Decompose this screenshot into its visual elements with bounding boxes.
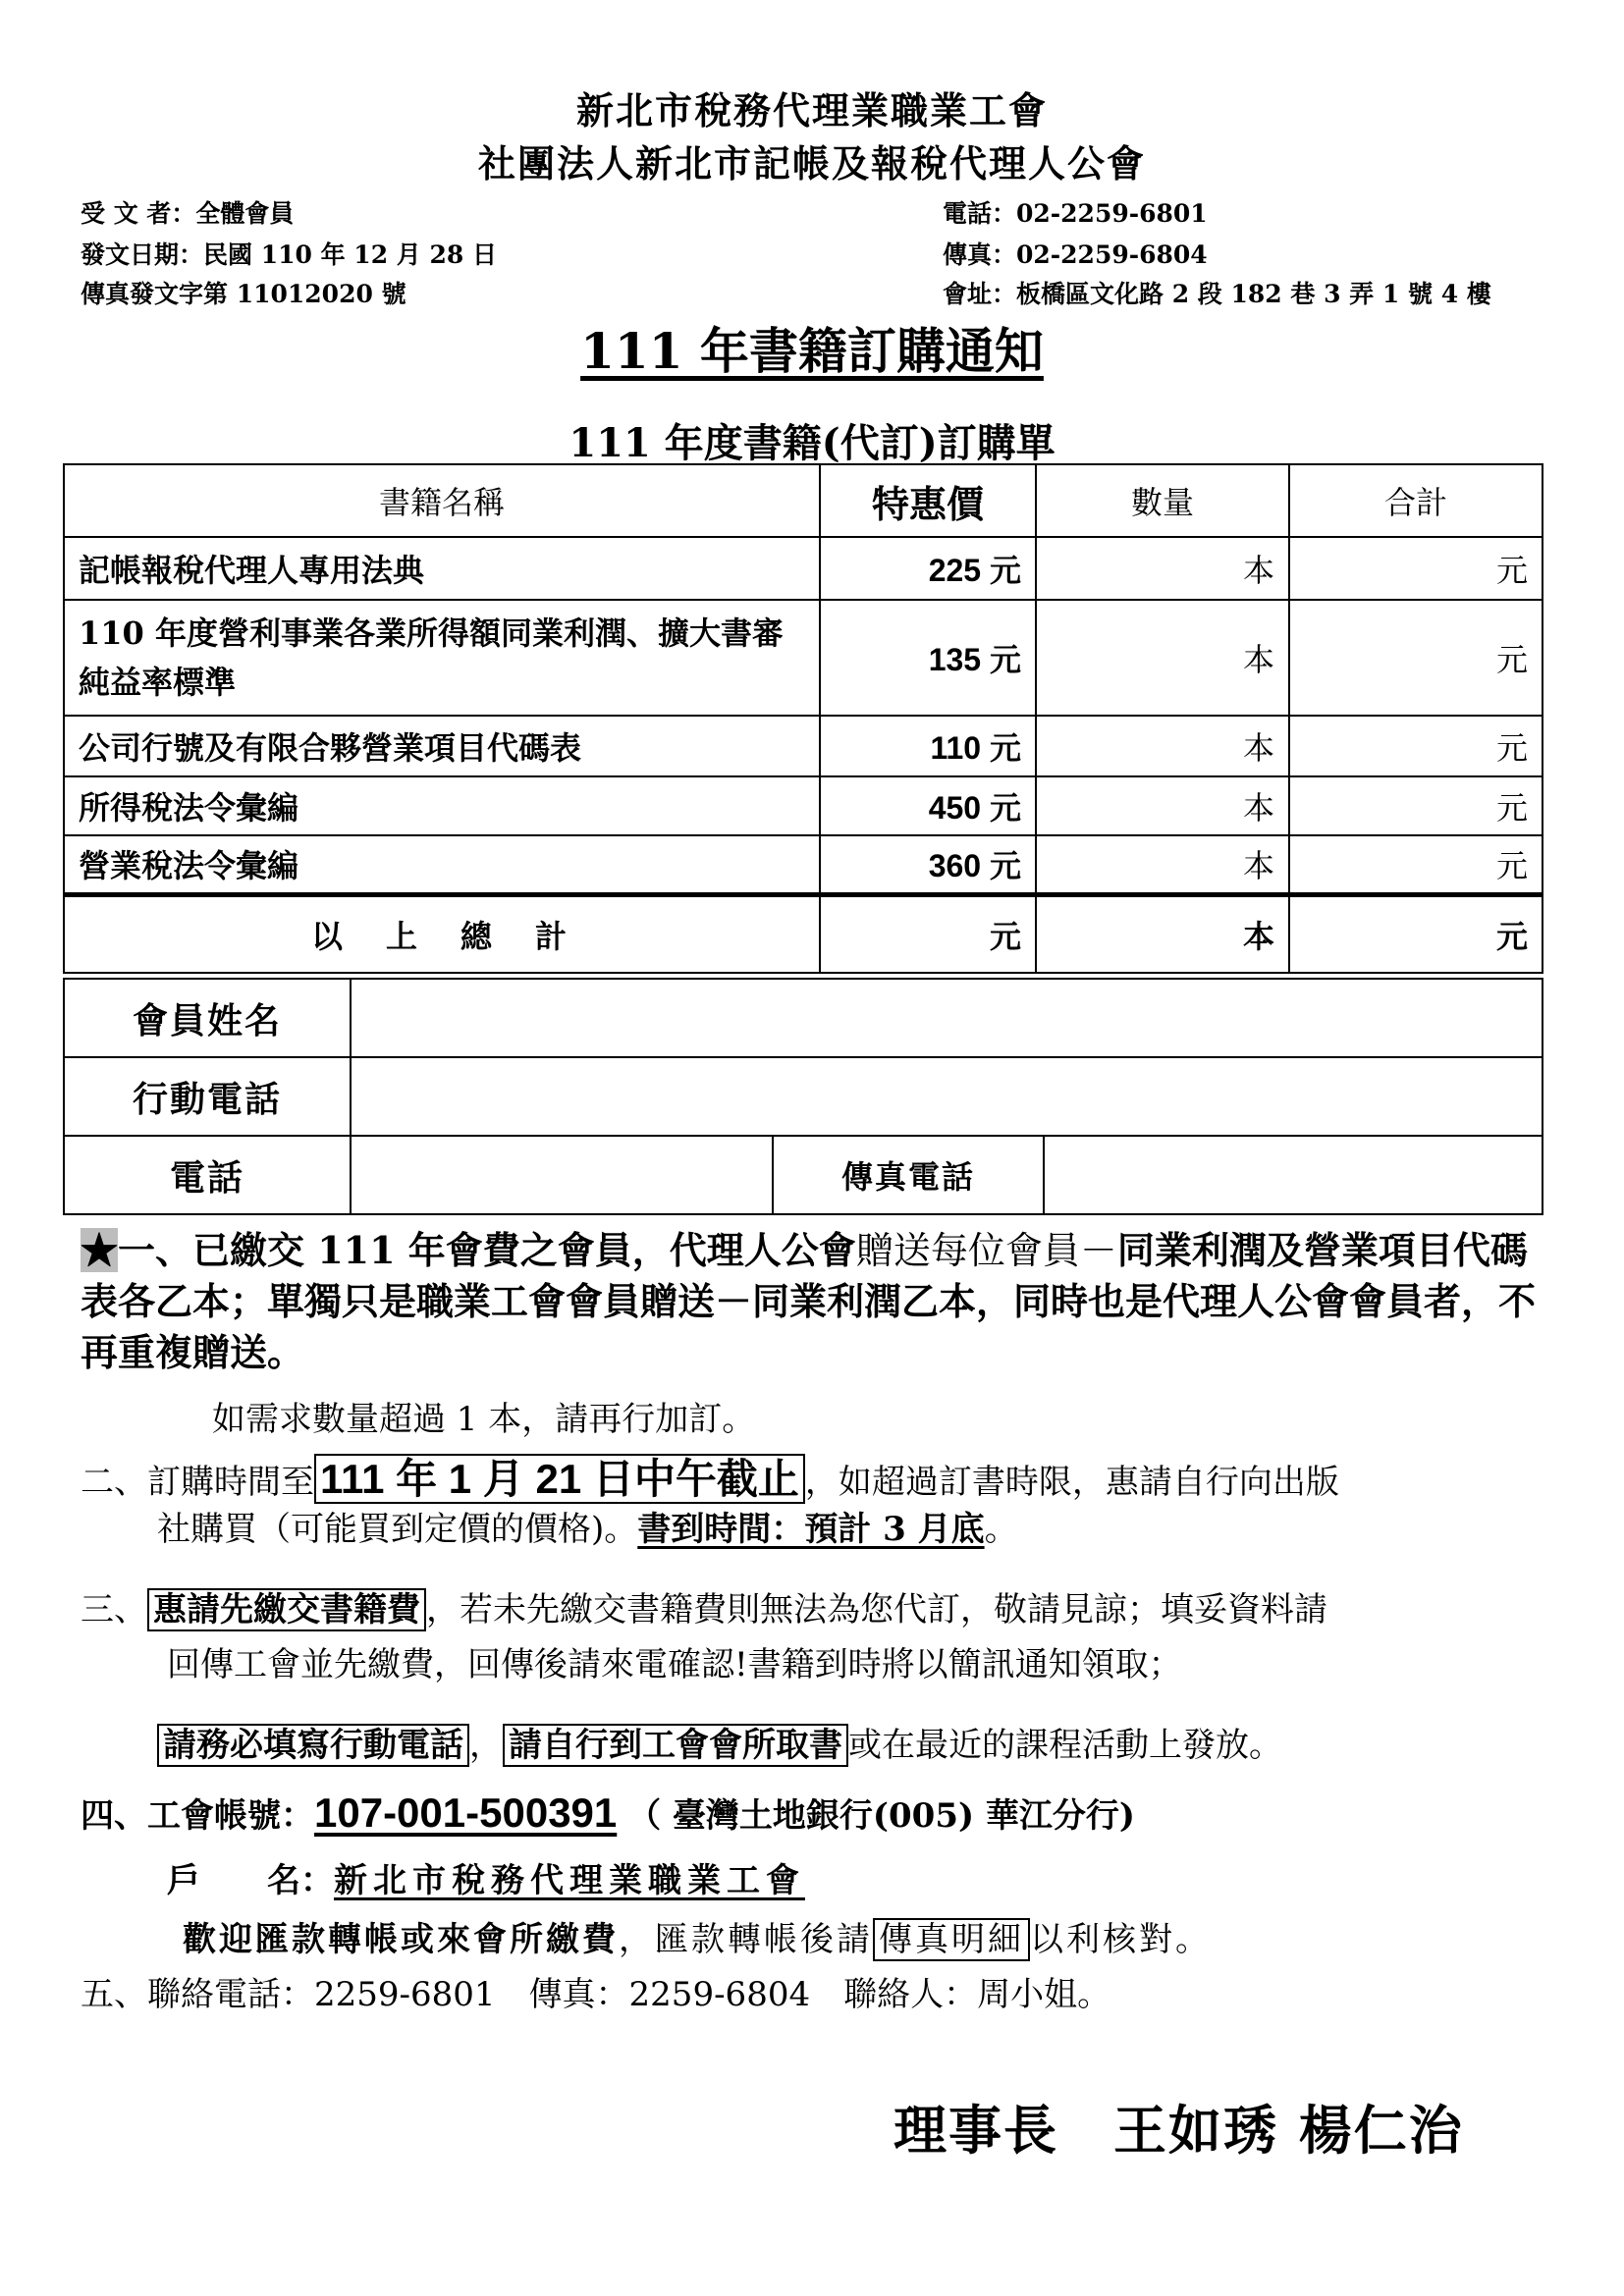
org-name-line2: 社團法人新北市記帳及報稅代理人公會 xyxy=(477,141,1146,186)
fax-details-box: 傳真明細 xyxy=(873,1918,1030,1961)
total-unit: 元 xyxy=(1495,729,1528,767)
star-icon: ★ xyxy=(81,1228,119,1272)
book-price: 225 xyxy=(928,553,982,588)
price-unit: 元 xyxy=(989,729,1021,767)
book-price: 110 xyxy=(930,730,982,766)
org-name-line1: 新北市稅務代理業職業工會 xyxy=(575,88,1048,133)
table-header-row xyxy=(64,464,1543,537)
header-total: 合計 xyxy=(1289,464,1543,537)
header-price: 特惠價 xyxy=(820,464,1036,537)
note-2-cont: 社購買（可能買到定價的價格)。 xyxy=(157,1510,638,1549)
book-price: 450 xyxy=(928,790,982,826)
grand-total-qty-unit: 本 xyxy=(1242,917,1274,955)
note-1-lead: 一、已繳交 111 年會費之會員，代理人公會 xyxy=(118,1228,856,1272)
header-book-name: 書籍名稱 xyxy=(64,464,820,537)
quantity-unit: 本 xyxy=(1242,552,1274,589)
note-4-lead: 四、工會帳號： xyxy=(81,1796,314,1836)
note-2-lead: 二、訂購時間至 xyxy=(81,1463,314,1502)
table-row xyxy=(64,537,1543,600)
price-unit: 元 xyxy=(989,847,1021,885)
note-4-account-name xyxy=(167,1853,805,1901)
table-row xyxy=(64,835,1543,894)
note-3-end: 或在最近的課程活動上發放。 xyxy=(848,1726,1282,1765)
recipient: 受 文 者：全體會員 xyxy=(81,199,295,228)
account-name-label: 戶 名： xyxy=(167,1861,334,1900)
quantity-cell[interactable] xyxy=(1036,835,1289,894)
book-name: 公司行號及有限合夥營業項目代碼表 xyxy=(64,716,820,776)
document-number: 傳真發文字第 11012020 號 xyxy=(81,280,406,308)
bank-account: 107-001-500391 xyxy=(314,1789,618,1836)
quantity-unit: 本 xyxy=(1242,847,1274,885)
total-unit: 元 xyxy=(1495,552,1528,589)
fax-field[interactable] xyxy=(1044,1136,1543,1214)
note-1 xyxy=(81,1225,1553,1378)
contact-fax: 傳真：02-2259-6804 xyxy=(943,240,1208,269)
table-row xyxy=(64,600,1543,716)
quantity-cell[interactable] xyxy=(1036,600,1289,716)
prepay-box: 惠請先繳交書籍費 xyxy=(147,1588,426,1631)
quantity-unit: 本 xyxy=(1242,789,1274,827)
note-3-comma: ， xyxy=(469,1726,503,1765)
quantity-cell[interactable] xyxy=(1036,776,1289,835)
phone-label: 電話 xyxy=(64,1136,351,1214)
book-name: 110 年度營利事業各業所得額同業利潤、擴大書審純益率標準 xyxy=(64,600,820,716)
note-4 xyxy=(81,1789,1135,1837)
contact-phone: 電話：02-2259-6801 xyxy=(943,199,1208,228)
form-title: 111 年度書籍(代訂)訂購單 xyxy=(568,420,1056,466)
quantity-cell[interactable] xyxy=(1036,537,1289,600)
fax-label: 傳真電話 xyxy=(773,1136,1044,1214)
price-unit: 元 xyxy=(989,641,1021,678)
note-2-line2 xyxy=(157,1502,1018,1550)
note-2-text: ，如超過訂書時限，惠請自行向出版 xyxy=(804,1463,1339,1502)
mobile-label: 行動電話 xyxy=(64,1057,351,1136)
arrival-time: 書到時間：預計 3 月底 xyxy=(637,1510,985,1549)
price-unit: 元 xyxy=(989,552,1021,589)
price-unit: 元 xyxy=(989,789,1021,827)
quantity-cell[interactable] xyxy=(1036,716,1289,776)
grand-total-row xyxy=(64,894,1543,973)
total-unit: 元 xyxy=(1495,847,1528,885)
total-unit: 元 xyxy=(1495,789,1528,827)
bank-name: （ 臺灣土地銀行(005) 華江分行) xyxy=(627,1796,1135,1836)
grand-total-qty-cell[interactable] xyxy=(1036,894,1289,973)
mobile-required-box: 請務必填寫行動電話 xyxy=(157,1724,469,1767)
mobile-field[interactable] xyxy=(351,1057,1543,1136)
note-3-line2: 回傳工會並先繳費，回傳後請來電確認!書籍到時將以簡訊通知領取； xyxy=(167,1645,1182,1684)
signature: 理事長 王如琇 楊仁治 xyxy=(893,2099,1464,2162)
phone-field[interactable] xyxy=(351,1136,773,1214)
page-title: 111 年書籍訂購通知 xyxy=(580,322,1044,380)
note-2-end: 。 xyxy=(984,1510,1018,1549)
total-unit: 元 xyxy=(1495,641,1528,678)
payment-welcome: 歡迎匯款轉帳或來會所繳費 xyxy=(183,1920,619,1959)
note-4-payment xyxy=(183,1912,1212,1960)
note-3-lead: 三、 xyxy=(81,1590,147,1629)
note-3 xyxy=(81,1582,1327,1630)
quantity-unit: 本 xyxy=(1242,729,1274,767)
note-2 xyxy=(81,1447,1339,1506)
note-1-detail: 同業利潤及營業項目代碼表各乙本；單獨只是職業工會會員贈送－同業利潤乙本，同時也是代理人公會會員者，不再重複贈送。 xyxy=(81,1228,1537,1374)
book-name: 所得稅法令彙編 xyxy=(64,776,820,835)
book-name: 記帳報稅代理人專用法典 xyxy=(64,537,820,600)
note-1-extra: 如需求數量超過 1 本，請再行加訂。 xyxy=(212,1400,756,1439)
member-info-table xyxy=(63,978,1543,1215)
payment-text: ，匯款轉帳後請 xyxy=(619,1920,873,1959)
address: 會址：板橋區文化路 2 段 182 巷 3 弄 1 號 4 樓 xyxy=(943,280,1491,308)
book-price: 135 xyxy=(928,642,982,677)
issue-date: 發文日期：民國 110 年 12 月 28 日 xyxy=(81,240,497,269)
note-3-text: ，若未先繳交書籍費則無法為您代訂，敬請見諒；填妥資料請 xyxy=(426,1590,1327,1629)
grand-total-sum-unit[interactable]: 元 xyxy=(1289,894,1543,973)
note-1-gift: 贈送每位會員－ xyxy=(855,1229,1117,1272)
account-name: 新北市稅務代理業職業工會 xyxy=(334,1861,805,1900)
payment-end: 以利核對。 xyxy=(1030,1920,1212,1959)
pickup-box: 請自行到工會會所取書 xyxy=(503,1724,848,1767)
grand-total-label: 以 上 總 計 xyxy=(64,894,820,973)
table-row xyxy=(64,776,1543,835)
member-name-field[interactable] xyxy=(351,979,1543,1057)
book-price: 360 xyxy=(928,848,982,884)
quantity-unit: 本 xyxy=(1242,641,1274,678)
order-table xyxy=(63,463,1543,974)
grand-total-price-unit: 元 xyxy=(820,894,1036,973)
member-name-label: 會員姓名 xyxy=(64,979,351,1057)
table-row xyxy=(64,716,1543,776)
note-3-line3 xyxy=(157,1718,1282,1766)
note-5: 五、聯絡電話：2259-6801 傳真：2259-6804 聯絡人：周小姐。 xyxy=(81,1975,1111,2014)
header-quantity: 數量 xyxy=(1036,464,1289,537)
deadline-box: 111 年 1 月 21 日中午截止 xyxy=(314,1454,805,1504)
book-name: 營業稅法令彙編 xyxy=(64,835,820,894)
